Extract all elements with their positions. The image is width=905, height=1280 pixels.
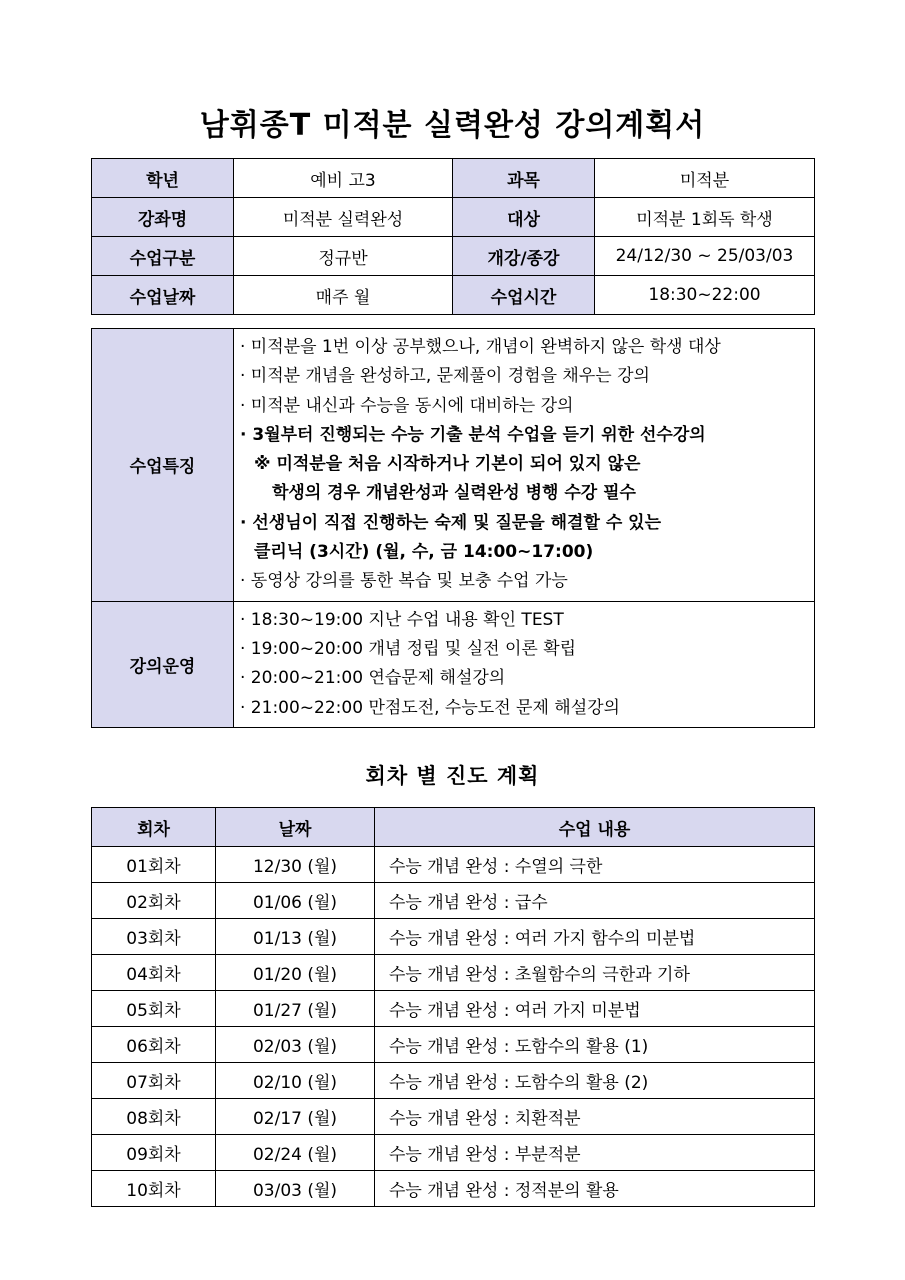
date-cell: 02/24 (월) <box>216 1135 375 1171</box>
course-value: 미적분 실력완성 <box>234 198 453 237</box>
feature-line: · 3월부터 진행되는 수능 기출 분석 수업을 듣기 위한 선수강의 <box>240 424 706 445</box>
class-type-value: 정규반 <box>234 237 453 276</box>
session-cell: 07회차 <box>92 1063 216 1099</box>
operation-line: · 21:00~22:00 만점도전, 수능도전 문제 해설강의 <box>240 697 620 718</box>
time-value: 18:30~22:00 <box>595 276 815 315</box>
feature-line: · 동영상 강의를 통한 복습 및 보충 수업 가능 <box>240 571 568 592</box>
feature-line: · 선생님이 직접 진행하는 숙제 및 질문을 해결할 수 있는 <box>240 512 662 533</box>
content-cell: 수능 개념 완성 : 도함수의 활용 (1) <box>375 1027 815 1063</box>
feature-line: · 미적분 내신과 수능을 동시에 대비하는 강의 <box>240 395 574 416</box>
time-label: 수업시간 <box>453 276 595 315</box>
operation-line: · 19:00~20:00 개념 정립 및 실전 이론 확립 <box>240 638 577 659</box>
session-cell: 08회차 <box>92 1099 216 1135</box>
info-row <box>92 159 815 198</box>
target-label: 대상 <box>453 198 595 237</box>
date-cell: 02/17 (월) <box>216 1099 375 1135</box>
feature-note: 학생의 경우 개념완성과 실력완성 병행 수강 필수 <box>272 483 636 504</box>
table-row <box>92 1135 815 1171</box>
operation-line: · 20:00~21:00 연습문제 해설강의 <box>240 668 506 689</box>
date-cell: 12/30 (월) <box>216 847 375 883</box>
feature-note: ※ 미적분을 처음 시작하거나 기본이 되어 있지 않은 <box>254 454 641 475</box>
table-row <box>92 991 815 1027</box>
session-cell: 01회차 <box>92 847 216 883</box>
operation-line: · 18:30~19:00 지난 수업 내용 확인 TEST <box>240 609 564 630</box>
info-row <box>92 237 815 276</box>
content-cell: 수능 개념 완성 : 부분적분 <box>375 1135 815 1171</box>
schedule-table <box>91 807 815 1207</box>
period-label: 개강/종강 <box>453 237 595 276</box>
info-row <box>92 198 815 237</box>
content-cell: 수능 개념 완성 : 초월함수의 극한과 기하 <box>375 955 815 991</box>
session-cell: 10회차 <box>92 1171 216 1207</box>
target-value: 미적분 1회독 학생 <box>595 198 815 237</box>
day-value: 매주 월 <box>234 276 453 315</box>
table-row <box>92 883 815 919</box>
content-cell: 수능 개념 완성 : 치환적분 <box>375 1099 815 1135</box>
content-cell: 수능 개념 완성 : 여러 가지 미분법 <box>375 991 815 1027</box>
grade-label: 학년 <box>92 159 234 198</box>
feature-line: · 미적분 개념을 완성하고, 문제풀이 경험을 채우는 강의 <box>240 366 650 387</box>
table-row <box>92 847 815 883</box>
column-header-date: 날짜 <box>216 808 375 847</box>
features-label: 수업특징 <box>92 329 234 602</box>
schedule-header-row <box>92 808 815 847</box>
session-cell: 04회차 <box>92 955 216 991</box>
session-cell: 09회차 <box>92 1135 216 1171</box>
table-row <box>92 1063 815 1099</box>
session-cell: 03회차 <box>92 919 216 955</box>
subject-value: 미적분 <box>595 159 815 198</box>
features-table <box>91 328 815 728</box>
operation-row <box>92 601 815 727</box>
period-value: 24/12/30 ~ 25/03/03 <box>595 237 815 276</box>
table-row <box>92 1171 815 1207</box>
info-table <box>91 158 815 315</box>
date-cell: 01/13 (월) <box>216 919 375 955</box>
info-row <box>92 276 815 315</box>
day-label: 수업날짜 <box>92 276 234 315</box>
date-cell: 01/06 (월) <box>216 883 375 919</box>
session-cell: 02회차 <box>92 883 216 919</box>
date-cell: 03/03 (월) <box>216 1171 375 1207</box>
course-label: 강좌명 <box>92 198 234 237</box>
page-title: 남휘종T 미적분 실력완성 강의계획서 <box>199 108 706 143</box>
feature-line: · 미적분을 1번 이상 공부했으나, 개념이 완벽하지 않은 학생 대상 <box>240 337 721 357</box>
grade-value: 예비 고3 <box>234 159 453 198</box>
table-row <box>92 1099 815 1135</box>
table-row <box>92 919 815 955</box>
operation-content <box>234 601 815 727</box>
date-cell: 01/20 (월) <box>216 955 375 991</box>
table-row <box>92 955 815 991</box>
content-cell: 수능 개념 완성 : 도함수의 활용 (2) <box>375 1063 815 1099</box>
session-cell: 05회차 <box>92 991 216 1027</box>
schedule-title: 회차 별 진도 계획 <box>365 764 540 788</box>
features-content <box>234 329 815 602</box>
content-cell: 수능 개념 완성 : 여러 가지 함수의 미분법 <box>375 919 815 955</box>
content-cell: 수능 개념 완성 : 정적분의 활용 <box>375 1171 815 1207</box>
session-cell: 06회차 <box>92 1027 216 1063</box>
date-cell: 01/27 (월) <box>216 991 375 1027</box>
date-cell: 02/03 (월) <box>216 1027 375 1063</box>
content-cell: 수능 개념 완성 : 수열의 극한 <box>375 847 815 883</box>
column-header-content: 수업 내용 <box>375 808 815 847</box>
column-header-session: 회차 <box>92 808 216 847</box>
class-type-label: 수업구분 <box>92 237 234 276</box>
table-row <box>92 1027 815 1063</box>
feature-line: 클리닉 (3시간) (월, 수, 금 14:00~17:00) <box>254 542 594 563</box>
content-cell: 수능 개념 완성 : 급수 <box>375 883 815 919</box>
operation-label: 강의운영 <box>92 601 234 727</box>
features-row <box>92 329 815 602</box>
date-cell: 02/10 (월) <box>216 1063 375 1099</box>
subject-label: 과목 <box>453 159 595 198</box>
